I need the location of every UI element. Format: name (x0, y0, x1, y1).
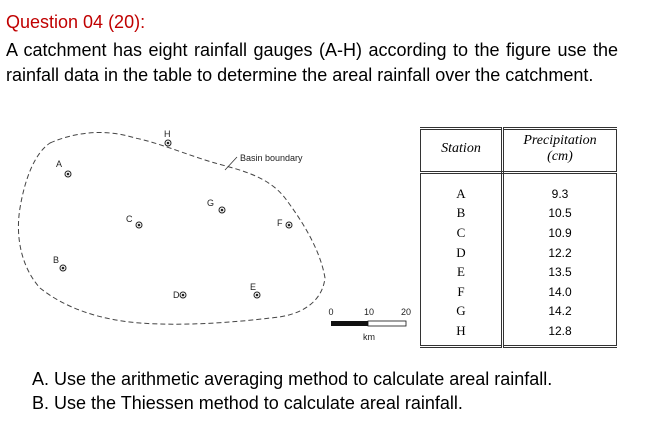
scale-white-segment (368, 321, 406, 326)
gauge-h-label: H (164, 129, 171, 139)
table-header-row (421, 129, 617, 173)
table-row (421, 204, 617, 224)
column-header-station: Station (421, 129, 503, 173)
table-row (421, 282, 617, 302)
gauge-a-label: A (56, 159, 63, 169)
station-cell: H (421, 321, 503, 346)
station-cell: G (421, 302, 503, 322)
problem-statement: A catchment has eight rainfall gauges (A-H) according to the figure use the rainfall data in the table to determine the areal rainfall over the catchment. (6, 40, 618, 85)
table-row (421, 321, 617, 346)
precip-cell: 14.0 (503, 282, 617, 302)
table-row (421, 173, 617, 204)
station-cell: F (421, 282, 503, 302)
catchment-figure (0, 118, 425, 358)
table-row (421, 243, 617, 263)
precip-cell: 12.2 (503, 243, 617, 263)
gauge-e-label: E (250, 282, 257, 292)
boundary-label: Basin boundary (240, 153, 303, 163)
boundary-leader-line (225, 157, 237, 170)
catchment-map (0, 118, 425, 358)
column-header-precipitation: Precipitation (cm) (503, 129, 617, 173)
question-b: B. Use the Thiessen method to calculate areal rainfall. (32, 393, 463, 413)
gauge-h (164, 129, 171, 146)
station-cell: C (421, 223, 503, 243)
station-cell: D (421, 243, 503, 263)
gauge-b-label: B (53, 255, 60, 265)
station-cell: B (421, 204, 503, 224)
station-cell: A (421, 173, 503, 204)
precip-cell: 10.5 (503, 204, 617, 224)
gauge-f (277, 218, 292, 228)
table-row (421, 223, 617, 243)
precip-cell: 12.8 (503, 321, 617, 346)
scale-tick-20: 20 (400, 307, 412, 317)
gauge-b (53, 255, 66, 271)
scale-bar (328, 307, 411, 342)
scale-unit: km (363, 332, 375, 342)
precipitation-table (420, 127, 617, 348)
scale-tick-0: 0 (328, 307, 334, 317)
precip-cell: 13.5 (503, 262, 617, 282)
precip-cell: 9.3 (503, 173, 617, 204)
table-row (421, 302, 617, 322)
gauge-c-label: C (126, 214, 133, 224)
gauge-f-label: F (277, 218, 283, 228)
gauge-c (126, 214, 142, 228)
gauge-g (207, 198, 225, 213)
precip-cell: 10.9 (503, 223, 617, 243)
station-cell: E (421, 262, 503, 282)
table-row (421, 262, 617, 282)
question-heading: Question 04 (20): (6, 12, 146, 32)
column-header-unit: (cm) (547, 149, 573, 164)
gauge-a (56, 159, 71, 177)
scale-tick-10: 10 (363, 307, 375, 317)
gauge-g-label: G (207, 198, 215, 208)
scale-black-segment (331, 321, 368, 326)
precip-cell: 14.2 (503, 302, 617, 322)
gauge-d-label: D (173, 290, 180, 300)
question-a: A. Use the arithmetic averaging method to calculate areal rainfall. (32, 369, 553, 389)
gauge-e (250, 282, 260, 298)
gauge-d (173, 290, 186, 300)
